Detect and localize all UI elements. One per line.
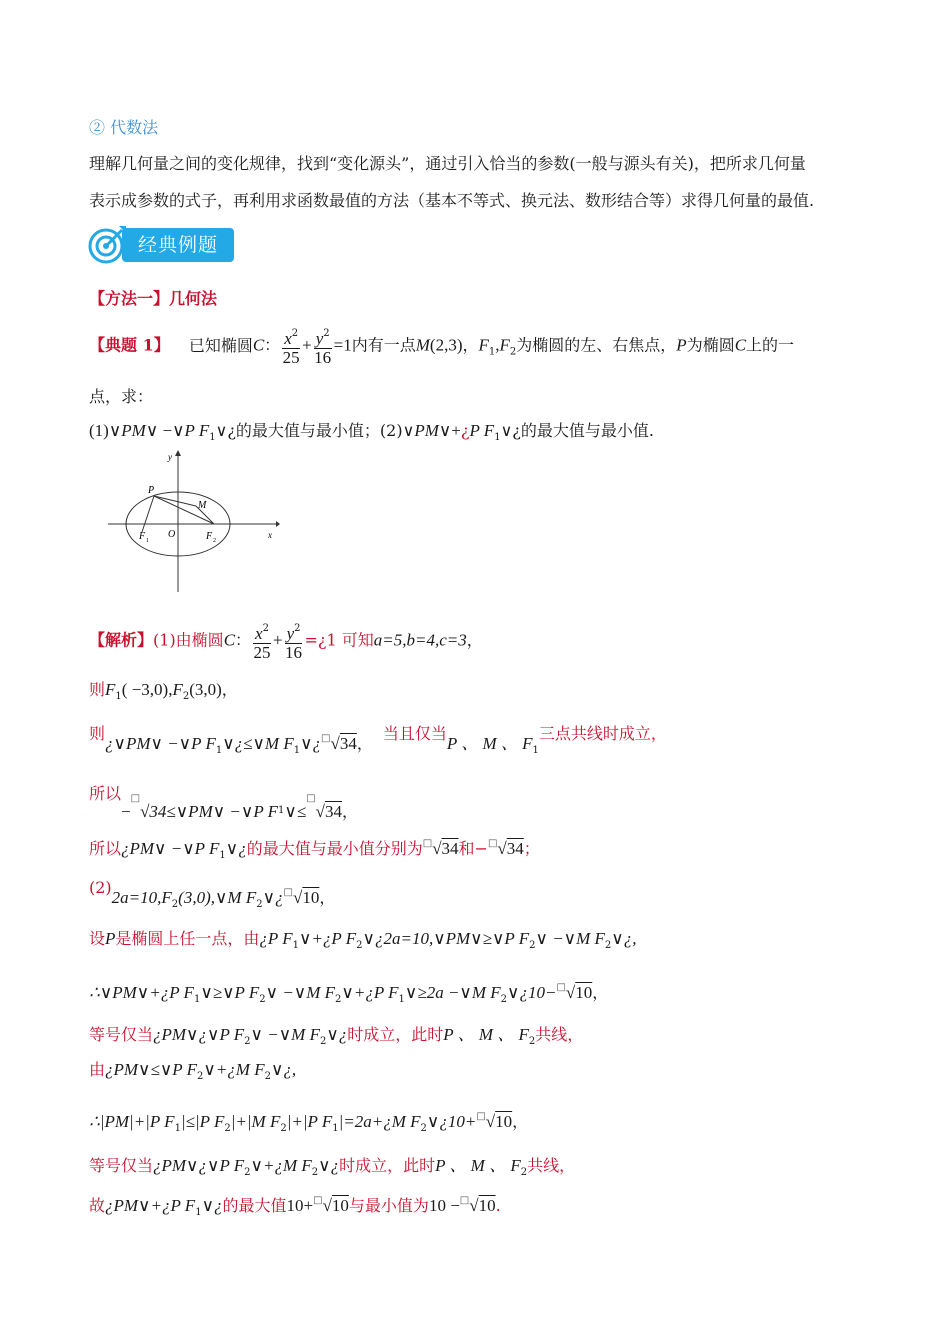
label-F2-sub: 2 — [213, 538, 216, 544]
x-arrow — [276, 521, 280, 527]
sub-2: 2 — [335, 994, 342, 1005]
q1-end: ∨¿的最大值与最小值；(2)∨ — [215, 421, 415, 440]
tail-text: 上的一 — [746, 335, 795, 355]
foci-text: 为椭圆的左、右焦点， — [516, 335, 677, 355]
ellipse-name: C — [252, 335, 265, 355]
point-P: P — [676, 335, 687, 355]
radicand: 10 — [495, 1112, 513, 1131]
s12-expr3: ∨¿ — [318, 1156, 340, 1175]
colon: ： — [235, 630, 252, 650]
solution-line-7 — [89, 929, 636, 956]
sub-1: 1 — [278, 805, 285, 816]
radical-mark: □ — [556, 982, 566, 993]
solution-line-2 — [89, 680, 238, 707]
fraction-x — [253, 620, 271, 662]
sub-2: 2 — [604, 940, 612, 951]
s11-expr6: ∨¿10+ — [426, 1112, 477, 1131]
s7-expr4: ∨ −∨M F — [535, 929, 605, 948]
paragraph-line-2: 表示成参数的式子，再利用求函数最值的方法（基本不等式、换元法、数形结合等）求得几何量的最值. — [89, 191, 815, 210]
s9-expr3: ∨¿ — [326, 1025, 348, 1044]
sub-2: 2 — [244, 1036, 251, 1047]
s12-collinear: 共线， — [527, 1156, 576, 1175]
s13-expr: ¿PM∨+¿P F — [105, 1196, 196, 1215]
y-arrow — [175, 450, 181, 456]
radical-mark: □ — [459, 1195, 470, 1206]
s9-expr2: ∨ −∨M F — [250, 1025, 320, 1044]
s5-expr: ¿PM∨ −∨P F — [121, 839, 220, 858]
denominator-16: 16 — [314, 348, 332, 367]
q1-start: (1)∨ — [89, 421, 122, 440]
sub-1: 1 — [115, 691, 122, 702]
sub-1: 1 — [532, 745, 539, 756]
s10-expr2: ∨+¿M F — [203, 1060, 265, 1079]
s13-min: 与最小值为 — [348, 1196, 429, 1215]
exp: 2 — [262, 623, 269, 634]
q2-mark: ¿ — [460, 421, 470, 440]
s7-text: 是椭圆上任一点，由 — [115, 929, 260, 948]
comma: ， — [512, 1112, 529, 1131]
s13-expr2: ∨¿ — [201, 1196, 223, 1215]
sub-2: 2 — [356, 940, 363, 951]
segment-PM — [154, 496, 196, 506]
radical-mark: □ — [321, 733, 331, 744]
s6-expr3: ∨¿ — [262, 888, 284, 907]
equals-one: =1 — [333, 335, 352, 355]
s5-text: 的最大值与最小值分别为 — [246, 839, 423, 858]
solution-line-12 — [89, 1156, 575, 1183]
comma: ， — [221, 680, 238, 699]
method-label: 【方法一】几何法 — [89, 289, 218, 308]
paragraph-line-1: 理解几何量之间的变化规律，找到“变化源头”，通过引入恰当的参数(一般与源头有关)，把所求几何量 — [89, 154, 806, 173]
sub-1: 1 — [332, 1123, 339, 1134]
label-F1: F — [139, 531, 146, 542]
solution-line-6: $(2)2a=10,F_2(3,0),\vee M$ $F_2\vee¿^□√10$， — [89, 878, 336, 910]
s2-then: 则 — [89, 680, 106, 699]
radicand: 34 — [339, 734, 357, 753]
s11-expr2: |≤|P F — [180, 1112, 225, 1131]
s8-expr5: ∨≥2a −∨M F — [404, 983, 501, 1002]
sub-2: 2 — [171, 899, 179, 910]
s7-expr3: ∨¿2a=10,∨PM∨≥∨P F — [362, 929, 530, 948]
F1-coord: ( −3,0), — [121, 680, 173, 699]
inside-text: 内有一点 — [351, 335, 416, 355]
s1-mid: =¿1 可知 — [304, 630, 374, 650]
comma: ， — [592, 983, 609, 1002]
label-y: y — [168, 452, 172, 462]
on-C-text: 为椭圆 — [686, 335, 735, 355]
sub-1: 1 — [174, 1123, 181, 1134]
section-heading: ② 代数法 — [89, 118, 159, 137]
sub-1: 1 — [209, 432, 216, 443]
solution-tag: 【解析】 — [89, 630, 154, 650]
s3-collinear: 三点共线时成立， — [538, 724, 667, 743]
s11-expr4: |+|P F — [286, 1112, 333, 1131]
F2-coord: (3,0) — [189, 680, 222, 699]
sub-2: 2 — [311, 1167, 319, 1178]
plus: ∨+ — [438, 421, 461, 440]
solution-line-4: 所以−□√34≤∨PM∨ −∨P $F_1\vee\le^□√34$， — [89, 784, 359, 821]
sub-2: 2 — [256, 899, 263, 910]
sub-2: 2 — [509, 346, 517, 358]
sub-1: 1 — [219, 850, 226, 861]
sub-1: 1 — [494, 432, 501, 443]
s8-expr2: ∨≥∨P F — [200, 983, 260, 1002]
sub-1: 1 — [293, 745, 301, 756]
label-P: P — [148, 485, 155, 496]
s12-only-when: 等号仅当 — [89, 1156, 154, 1175]
comma: ， — [462, 335, 479, 355]
s8-expr: ∴∨PM∨+¿P F — [89, 983, 194, 1002]
s9-text: 时成立，此时 — [347, 1025, 444, 1044]
label-O: O — [168, 529, 176, 540]
s5-expr2: ∨¿ — [225, 839, 247, 858]
exp: 2 — [294, 623, 301, 634]
focus-F2: F — [499, 335, 510, 355]
label-M: M — [198, 500, 207, 511]
denominator-25: 25 — [282, 348, 300, 367]
var-y: y — [286, 624, 295, 643]
radical-mark: □ — [313, 1195, 323, 1206]
radicand: 10 — [575, 983, 593, 1002]
s3-points: P 、 M 、 F — [446, 734, 533, 753]
var-x: x — [255, 624, 263, 643]
s3-expr: ¿∨PM∨ −∨P F — [105, 734, 216, 753]
problem-line-1: 【典题 1】 已知椭圆C： $\frac{x^2}{25}$ + $\frac{y^2}{16}$ =1内有一点M(2,3)，$F_1,F_2$为椭圆的左、右焦点，P为椭圆C上的一 — [89, 325, 794, 371]
label-F2: F — [206, 531, 213, 542]
s8-expr6: ∨¿10− — [507, 983, 557, 1002]
radicand: 10 — [478, 1196, 496, 1215]
s3-then: 则 — [89, 724, 106, 743]
sub-1: 1 — [215, 745, 223, 756]
s3-expr2: ∨¿≤∨M F — [222, 734, 294, 753]
sub-2: 2 — [224, 1123, 231, 1134]
PF1: P F — [469, 421, 495, 440]
banner-label: 经典例题 — [122, 228, 234, 262]
sub-2: 2 — [520, 1167, 528, 1178]
radical-mark: □ — [487, 838, 498, 849]
s12-points: P 、 M 、 F — [435, 1156, 521, 1175]
comma: ， — [342, 802, 359, 821]
s7-let: 设 — [89, 929, 106, 948]
s7-expr5: ∨¿, — [611, 929, 637, 948]
s10-expr: ¿PM∨≤∨P F — [105, 1060, 197, 1079]
sub-2: 2 — [420, 1123, 427, 1134]
s13-max: 的最大值 — [222, 1196, 287, 1215]
radical-mark: □ — [422, 838, 433, 849]
s3-expr3: ∨¿ — [300, 734, 322, 753]
sub-2: 2 — [528, 1036, 536, 1047]
label-F1-sub: 1 — [146, 538, 149, 544]
period: . — [495, 1196, 501, 1215]
sub-1: 1 — [193, 994, 201, 1005]
radicand: 34 — [506, 839, 524, 858]
s5-so: 所以 — [89, 839, 122, 858]
denominator-16: 16 — [285, 643, 303, 662]
sub-1: 1 — [488, 346, 496, 358]
sub-2: 2 — [264, 1071, 271, 1082]
comma: ， — [356, 734, 373, 753]
q2-end: ∨¿的最大值与最小值. — [500, 421, 654, 440]
solution-line-1: 【解析】(1)由椭圆C： $\frac{x^2}{25}$ + $\frac{y^2}{16}$ =¿1 可知a=5,b=4,c=3， — [89, 620, 483, 662]
solution-line-9 — [89, 1025, 583, 1052]
comma: ， — [319, 888, 336, 907]
PF1: P F — [184, 421, 210, 440]
sub-2: 2 — [259, 994, 266, 1005]
s12-text: 时成立，此时 — [339, 1156, 436, 1175]
s4-expr2: ∨≤ — [284, 802, 307, 821]
s13-val: 10+ — [286, 1196, 314, 1215]
s10-by: 由 — [89, 1060, 106, 1079]
PM: PM — [414, 421, 439, 440]
radical-mark: □ — [306, 793, 316, 804]
s6-expr: 2a=10,F — [111, 888, 172, 907]
point-M: M — [415, 335, 430, 355]
minus: − — [121, 802, 131, 821]
s9-expr: ¿PM∨¿∨P F — [153, 1025, 245, 1044]
var-y: y — [315, 329, 324, 348]
s9-only-when: 等号仅当 — [89, 1025, 154, 1044]
s5-and: 和− — [458, 839, 488, 858]
M-coord: (2,3) — [429, 335, 463, 355]
focus-F1: F — [478, 335, 489, 355]
sub-2: 2 — [319, 1036, 327, 1047]
segment-PF1 — [142, 496, 154, 532]
example-banner — [86, 224, 236, 266]
sub-1: 1 — [195, 1207, 202, 1218]
sub-1: 1 — [398, 994, 405, 1005]
colon: ： — [264, 335, 281, 355]
radical-mark: □ — [283, 887, 293, 898]
sub-2: 2 — [197, 1071, 204, 1082]
s10-expr3: ∨¿, — [270, 1060, 297, 1079]
q1-mid: ∨ −∨ — [145, 421, 185, 440]
solution-line-11: ∴|PM|+|P $F_1|\le|P$ $F_2|+|M$ $F_2|+|P$ $F_1|=2a+¿M$ $F_2\vee¿10+^□√10$， — [89, 1111, 529, 1134]
sub-2: 2 — [529, 940, 536, 951]
fraction-y — [314, 325, 332, 367]
s7-expr: ¿P F — [259, 929, 293, 948]
radicand: 34 — [441, 839, 459, 858]
sub-2: 2 — [280, 1123, 287, 1134]
s12-expr: ¿PM∨¿∨P F — [153, 1156, 245, 1175]
sub-2: 2 — [182, 691, 190, 702]
PM: PM — [121, 421, 146, 440]
solution-line-8: ∴∨PM∨+¿P $F_1\vee\ge\vee P$ $F_2\vee$ −∨M $F_2\vee+¿P$ $F_1\vee\ge 2a$ −∨M $F_2\vee¿10-^□√10$， — [89, 982, 609, 1005]
problem-tag: 【典题 1】 — [89, 335, 170, 355]
fraction-y — [285, 620, 303, 662]
s9-collinear: 共线， — [535, 1025, 584, 1044]
s11-expr3: |+|M F — [230, 1112, 281, 1131]
denominator-25: 25 — [253, 643, 271, 662]
solution-line-5: 所以¿PM∨ −∨P $F_1\vee¿$的最大值与最小值分别为□√34和−□√34； — [89, 838, 540, 861]
s6-expr2: (3,0),∨M F — [178, 888, 257, 907]
ellipse-figure — [104, 444, 280, 594]
sub-2: 2 — [244, 1167, 251, 1178]
radicand: 34 — [325, 802, 342, 821]
solution-line-3 — [89, 716, 667, 769]
solution-line-10 — [89, 1060, 296, 1087]
solution-line-13: 故¿PM∨+¿P $F_1\vee¿$的最大值10+□√10与最小值为10 −□√10. — [89, 1195, 501, 1218]
label-x: x — [268, 530, 272, 540]
s8-expr3: ∨ −∨M F — [265, 983, 336, 1002]
comma: ， — [466, 630, 483, 650]
problem-line-2: 点，求： — [89, 387, 154, 406]
F1: F — [105, 680, 116, 699]
F2: F — [172, 680, 183, 699]
s4-so: 所以 — [89, 784, 122, 803]
part-2: (2) — [89, 878, 112, 897]
s8-expr4: ∨+¿P F — [341, 983, 399, 1002]
exp: 2 — [291, 328, 299, 339]
s7-expr2: ∨+¿P F — [299, 929, 357, 948]
s11-expr: ∴|PM|+|P F — [89, 1112, 175, 1131]
sub-1: 1 — [292, 940, 300, 951]
sub-2: 2 — [500, 994, 508, 1005]
s13-hence: 故 — [89, 1196, 106, 1215]
sqrt-34: √34 — [330, 734, 357, 753]
var-x: x — [284, 329, 292, 348]
abc-values: a=5,b=4,c=3 — [373, 630, 467, 650]
P: P — [105, 929, 116, 948]
s1-text: (1)由椭圆 — [153, 630, 224, 650]
s3-when: 当且仅当 — [382, 724, 447, 743]
radicand: 10 — [331, 1196, 349, 1215]
exp: 2 — [323, 328, 330, 339]
radical-mark: □ — [130, 793, 141, 804]
radical-mark: □ — [476, 1111, 486, 1122]
s4-expr: 34≤∨PM∨ −∨P F — [149, 802, 279, 821]
s12-expr2: ∨+¿M F — [250, 1156, 312, 1175]
ellipse-name: C — [223, 630, 236, 650]
radicand: 10 — [302, 888, 320, 907]
s13-val2: 10 − — [428, 1196, 460, 1215]
ellipse-name: C — [734, 335, 747, 355]
problem-intro: 已知椭圆 — [188, 335, 253, 355]
s9-points: P 、 M 、 F — [443, 1025, 529, 1044]
s11-expr5: |=2a+¿M F — [338, 1112, 421, 1131]
semicolon: ； — [523, 839, 540, 858]
fraction-x — [282, 325, 300, 367]
